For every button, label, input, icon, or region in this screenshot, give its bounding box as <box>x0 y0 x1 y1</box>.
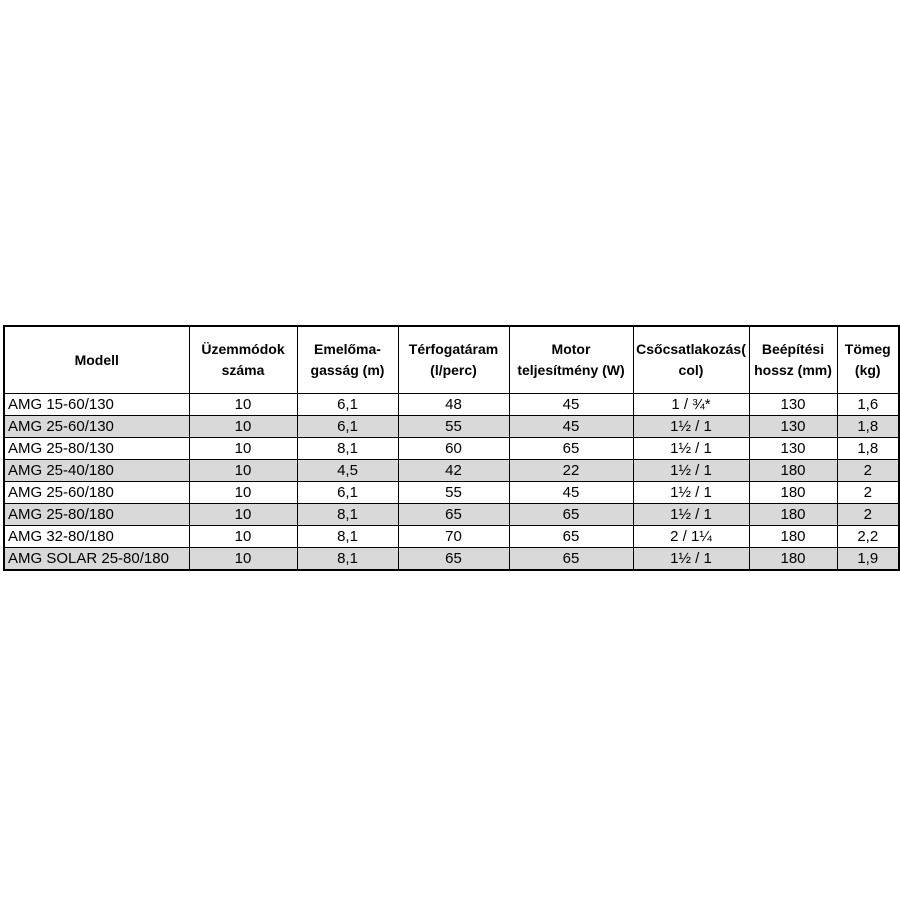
header-cell: Motor teljesítmény (W) <box>509 326 633 394</box>
table-cell: 10 <box>189 394 297 416</box>
table-cell: 55 <box>398 416 509 438</box>
header-cell: Csőcsatlakozás( col) <box>633 326 749 394</box>
table-cell: 1,9 <box>837 548 899 571</box>
table-cell: 2 <box>837 504 899 526</box>
table-cell: 8,1 <box>297 526 398 548</box>
model-cell: AMG 25-60/130 <box>4 416 189 438</box>
table-cell: 10 <box>189 526 297 548</box>
table-cell: 130 <box>749 416 837 438</box>
table-cell: 60 <box>398 438 509 460</box>
table-cell: 22 <box>509 460 633 482</box>
table-cell: 48 <box>398 394 509 416</box>
table-cell: 45 <box>509 482 633 504</box>
table-cell: 180 <box>749 482 837 504</box>
header-cell: Térfogatáram (l/perc) <box>398 326 509 394</box>
model-cell: AMG 25-40/180 <box>4 460 189 482</box>
table-cell: 45 <box>509 394 633 416</box>
table-cell: 1½ / 1 <box>633 548 749 571</box>
table-cell: 10 <box>189 460 297 482</box>
table-cell: 42 <box>398 460 509 482</box>
table-cell: 65 <box>398 548 509 571</box>
table-row <box>4 482 899 504</box>
table-cell: 1½ / 1 <box>633 482 749 504</box>
model-cell: AMG 25-80/180 <box>4 504 189 526</box>
table-cell: 6,1 <box>297 482 398 504</box>
table-cell: 1½ / 1 <box>633 438 749 460</box>
table-cell: 180 <box>749 460 837 482</box>
table-cell: 10 <box>189 504 297 526</box>
table-cell: 65 <box>398 504 509 526</box>
table-cell: 55 <box>398 482 509 504</box>
table-cell: 130 <box>749 438 837 460</box>
table-cell: 2 <box>837 460 899 482</box>
pump-spec-table <box>3 325 900 571</box>
table-cell: 8,1 <box>297 438 398 460</box>
model-cell: AMG 32-80/180 <box>4 526 189 548</box>
header-cell: Tömeg (kg) <box>837 326 899 394</box>
table-cell: 70 <box>398 526 509 548</box>
table-cell: 1½ / 1 <box>633 504 749 526</box>
table-cell: 4,5 <box>297 460 398 482</box>
table-cell: 2 / 1¼ <box>633 526 749 548</box>
table-cell: 130 <box>749 394 837 416</box>
header-cell: Modell <box>4 326 189 394</box>
table-cell: 65 <box>509 548 633 571</box>
table-cell: 10 <box>189 482 297 504</box>
table-cell: 1,8 <box>837 438 899 460</box>
table-row <box>4 548 899 571</box>
table-cell: 180 <box>749 548 837 571</box>
table-cell: 10 <box>189 438 297 460</box>
table-row <box>4 416 899 438</box>
table-cell: 2 <box>837 482 899 504</box>
table-cell: 8,1 <box>297 548 398 571</box>
table-row <box>4 526 899 548</box>
table-row <box>4 438 899 460</box>
table-cell: 1½ / 1 <box>633 416 749 438</box>
header-cell: Üzemmódok száma <box>189 326 297 394</box>
table-row <box>4 504 899 526</box>
table-cell: 65 <box>509 526 633 548</box>
table-cell: 10 <box>189 548 297 571</box>
header-cell: Beépítési hossz (mm) <box>749 326 837 394</box>
table-cell: 180 <box>749 504 837 526</box>
table-cell: 8,1 <box>297 504 398 526</box>
header-cell: Emelőma- gasság (m) <box>297 326 398 394</box>
table-cell: 2,2 <box>837 526 899 548</box>
table-cell: 1,6 <box>837 394 899 416</box>
table-cell: 65 <box>509 504 633 526</box>
model-cell: AMG 25-60/180 <box>4 482 189 504</box>
table-cell: 1 / ¾* <box>633 394 749 416</box>
model-cell: AMG SOLAR 25-80/180 <box>4 548 189 571</box>
model-cell: AMG 15-60/130 <box>4 394 189 416</box>
table-cell: 45 <box>509 416 633 438</box>
table-cell: 10 <box>189 416 297 438</box>
table-cell: 1,8 <box>837 416 899 438</box>
table-cell: 1½ / 1 <box>633 460 749 482</box>
table-cell: 6,1 <box>297 394 398 416</box>
table-row <box>4 394 899 416</box>
table-cell: 6,1 <box>297 416 398 438</box>
table-cell: 180 <box>749 526 837 548</box>
model-cell: AMG 25-80/130 <box>4 438 189 460</box>
table-cell: 65 <box>509 438 633 460</box>
header-row <box>4 326 899 394</box>
table-row <box>4 460 899 482</box>
